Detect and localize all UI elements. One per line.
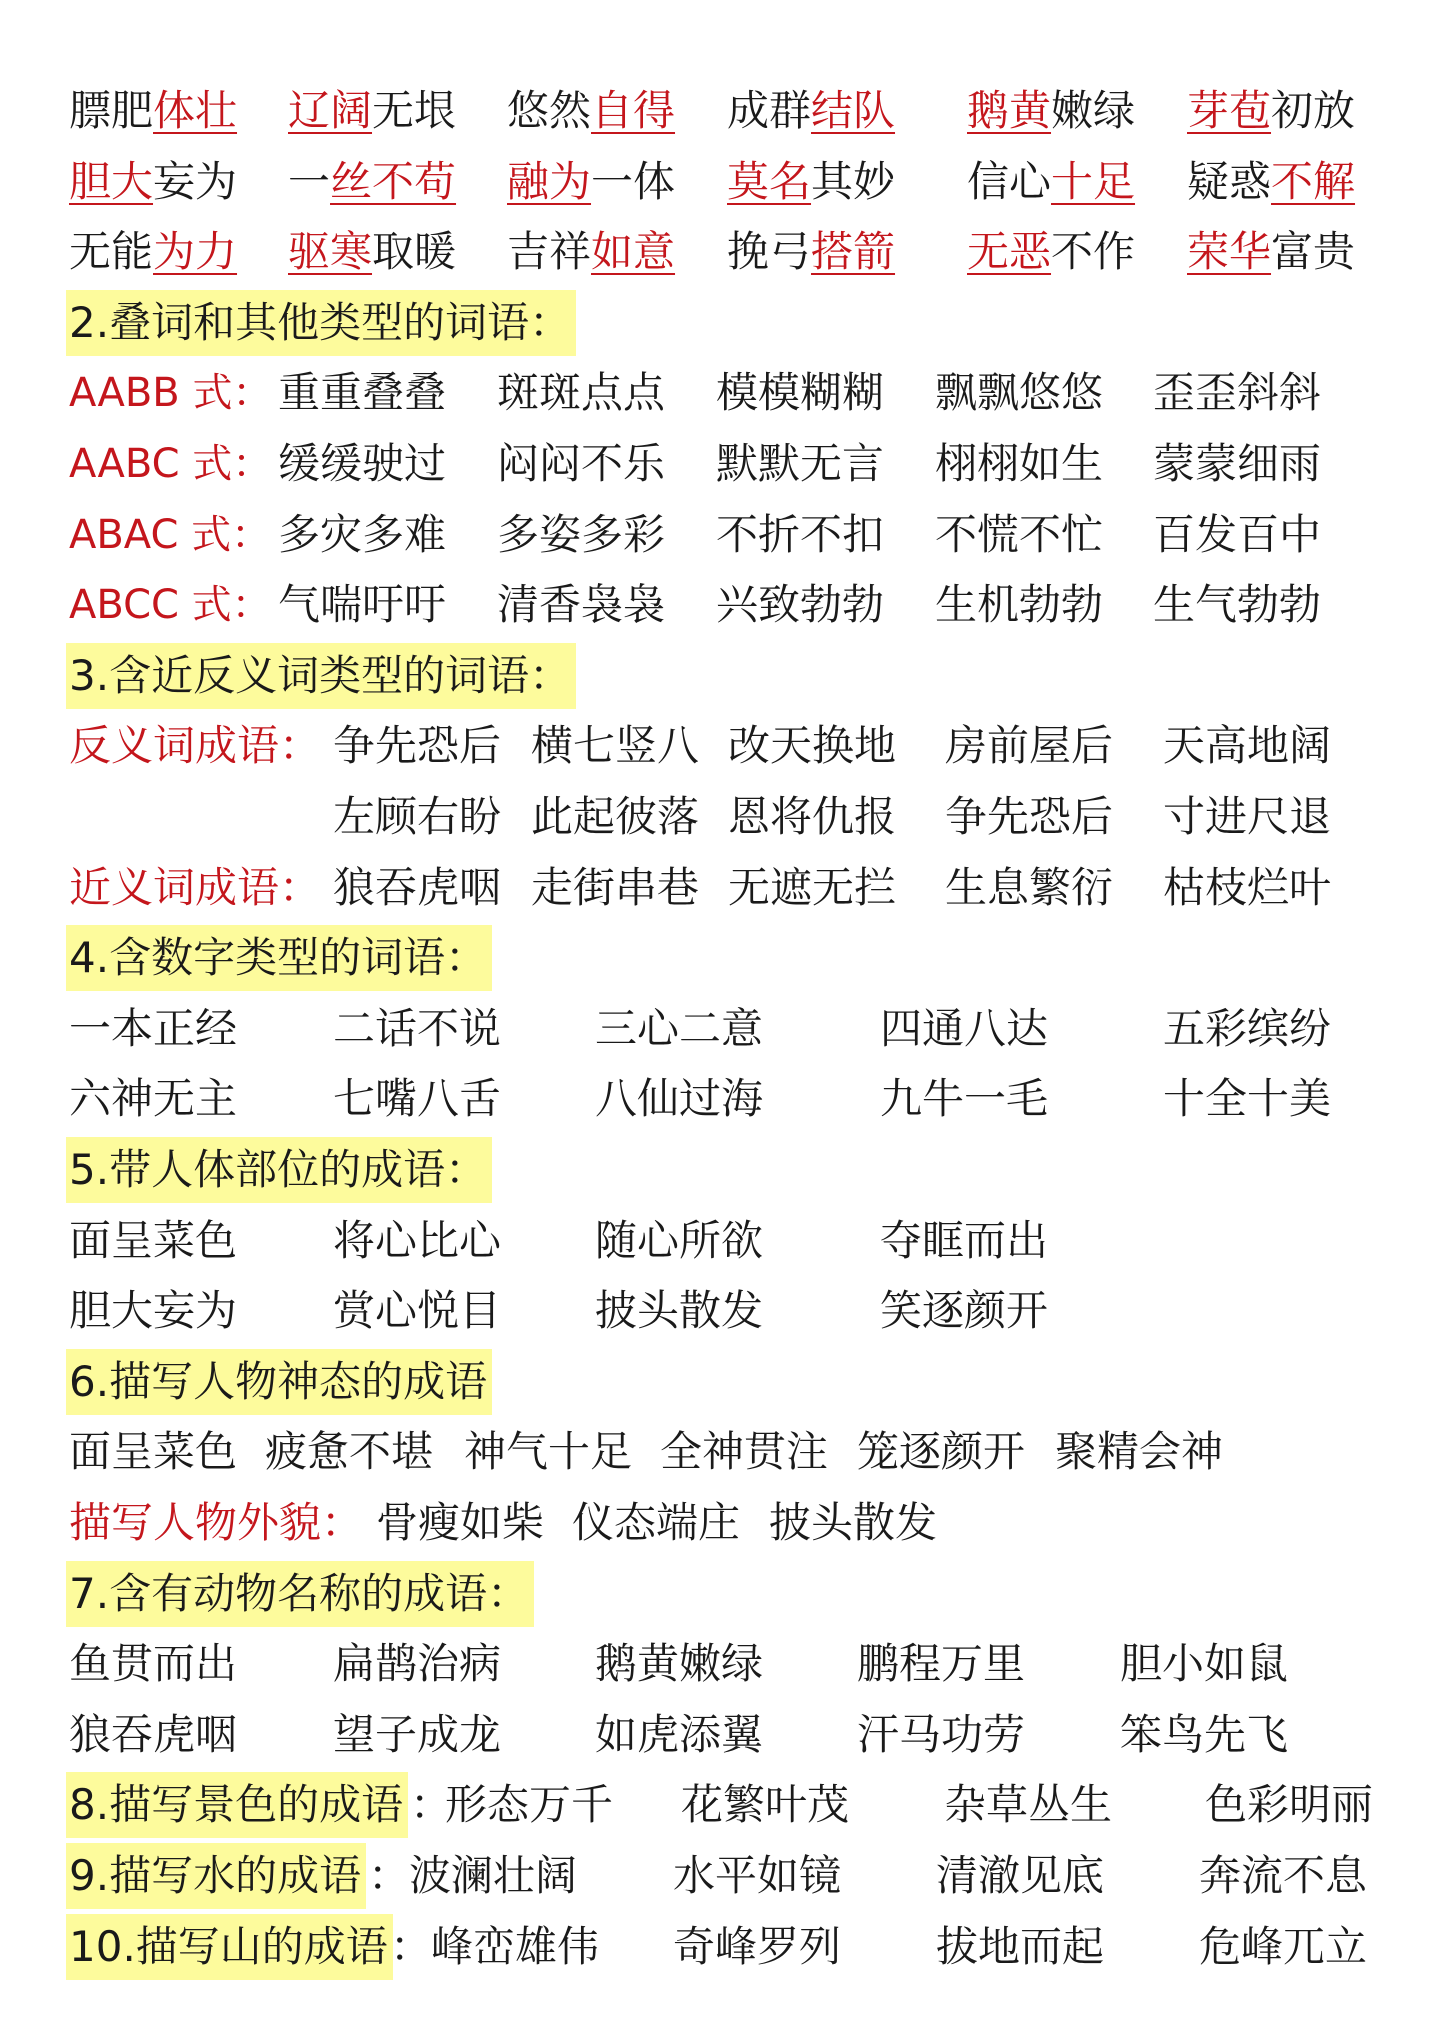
idiom: 笑逐颜开 <box>880 1286 1049 1335</box>
category-label: AABC 式： <box>69 441 273 487</box>
idiom: 闷闷不乐 <box>497 439 666 488</box>
word-row <box>0 1206 1438 1276</box>
category-label: ABCC 式： <box>69 582 272 628</box>
plain-characters: 一 <box>288 157 331 206</box>
idiom: 二话不说 <box>333 1004 502 1053</box>
plain-characters: 取暖 <box>372 227 457 276</box>
idiom: 左顾右盼 <box>333 792 502 841</box>
idiom: 生机勃勃 <box>935 580 1104 629</box>
underlined-words-row <box>0 76 1438 146</box>
word-row <box>0 711 1438 781</box>
idiom: 胆小如鼠 <box>1120 1639 1289 1688</box>
underlined-words-row <box>0 147 1438 217</box>
idiom: 十全十美 <box>1163 1074 1332 1123</box>
idiom: 色彩明丽 <box>1205 1780 1374 1829</box>
idiom: 神气十足 <box>464 1427 633 1476</box>
idiom <box>1187 76 1355 146</box>
idiom: 恩将仇报 <box>728 792 897 841</box>
marked-characters: 芽苞 <box>1187 86 1272 135</box>
word-row <box>0 1417 1438 1487</box>
category-label: AABB 式： <box>69 370 273 416</box>
heading-colon: ： <box>368 1851 411 1900</box>
idiom: 重重叠叠 <box>278 368 447 417</box>
section-heading: 10.描写山的成语 <box>66 1914 393 1980</box>
marked-characters: 胆大 <box>69 157 154 206</box>
idiom: 笨鸟先飞 <box>1120 1710 1289 1759</box>
idiom <box>288 217 456 287</box>
word-row <box>0 1276 1438 1346</box>
idiom: 笼逐颜开 <box>857 1427 1026 1476</box>
section-heading: 2.叠词和其他类型的词语： <box>66 290 576 356</box>
idiom: 不折不扣 <box>716 510 885 559</box>
idiom: 斑斑点点 <box>497 368 666 417</box>
idiom: 多姿多彩 <box>497 510 666 559</box>
idiom: 四通八达 <box>880 1004 1049 1053</box>
underlined-words-row <box>0 217 1438 287</box>
idiom: 房前屋后 <box>945 721 1114 770</box>
idiom: 披头散发 <box>595 1286 764 1335</box>
idiom <box>69 217 237 287</box>
idiom <box>69 147 237 217</box>
idiom: 歪歪斜斜 <box>1153 368 1322 417</box>
idiom: 面呈菜色 <box>69 1427 238 1476</box>
idiom: 骨瘦如柴 <box>376 1498 545 1547</box>
idiom: 横七竖八 <box>531 721 700 770</box>
section-heading-row <box>0 923 1438 993</box>
plain-characters: 膘肥 <box>69 86 154 135</box>
idiom: 无遮无拦 <box>728 863 897 912</box>
section-heading: 7.含有动物名称的成语： <box>66 1561 534 1627</box>
plain-characters: 妄为 <box>153 157 238 206</box>
idiom: 气喘吁吁 <box>278 580 447 629</box>
idiom: 模模糊糊 <box>716 368 885 417</box>
idiom: 鹅黄嫩绿 <box>595 1639 764 1688</box>
idiom <box>507 76 675 146</box>
inline-section-row <box>0 1912 1438 1982</box>
idiom <box>507 217 675 287</box>
idiom: 三心二意 <box>595 1004 764 1053</box>
word-row <box>0 570 1438 640</box>
word-row <box>0 1700 1438 1770</box>
marked-characters: 莫名 <box>727 157 812 206</box>
idiom: 峰峦雄伟 <box>431 1922 600 1971</box>
section-heading-row <box>0 288 1438 358</box>
word-row <box>0 1064 1438 1134</box>
word-row <box>0 429 1438 499</box>
plain-characters: 无能 <box>69 227 154 276</box>
marked-characters: 十足 <box>1051 157 1136 206</box>
idiom: 六神无主 <box>69 1074 238 1123</box>
word-row <box>0 358 1438 428</box>
idiom <box>727 76 895 146</box>
idiom <box>967 147 1135 217</box>
idiom: 九牛一毛 <box>880 1074 1049 1123</box>
idiom: 奇峰罗列 <box>673 1922 842 1971</box>
idiom: 胆大妄为 <box>69 1286 238 1335</box>
idiom: 争先恐后 <box>945 792 1114 841</box>
marked-characters: 荣华 <box>1187 227 1272 276</box>
idiom: 水平如镜 <box>673 1851 842 1900</box>
idiom <box>288 76 456 146</box>
idiom: 兴致勃勃 <box>716 580 885 629</box>
idiom: 改天换地 <box>728 721 897 770</box>
idiom: 汗马功劳 <box>857 1710 1026 1759</box>
idiom: 此起彼落 <box>531 792 700 841</box>
marked-characters: 结队 <box>811 86 896 135</box>
idiom: 随心所欲 <box>595 1216 764 1265</box>
idiom: 清澈见底 <box>936 1851 1105 1900</box>
marked-characters: 辽阔 <box>288 86 373 135</box>
idiom: 狼吞虎咽 <box>69 1710 238 1759</box>
marked-characters: 为力 <box>153 227 238 276</box>
heading-colon: ： <box>390 1922 433 1971</box>
plain-characters: 嫩绿 <box>1051 86 1136 135</box>
category-label: ABAC 式： <box>69 512 272 558</box>
idiom: 杂草丛生 <box>944 1780 1113 1829</box>
idiom: 缓缓驶过 <box>278 439 447 488</box>
idiom: 面呈菜色 <box>69 1216 238 1265</box>
section-heading: 9.描写水的成语 <box>66 1843 366 1909</box>
idiom: 望子成龙 <box>333 1710 502 1759</box>
idiom: 天高地阔 <box>1163 721 1332 770</box>
idiom <box>1187 217 1355 287</box>
section-heading: 8.描写景色的成语 <box>66 1772 408 1838</box>
idiom: 危峰兀立 <box>1199 1922 1368 1971</box>
marked-characters: 自得 <box>591 86 676 135</box>
inline-section-row <box>0 1841 1438 1911</box>
idiom: 鹏程万里 <box>857 1639 1026 1688</box>
section-heading: 3.含近反义词类型的词语： <box>66 643 576 709</box>
idiom: 百发百中 <box>1153 510 1322 559</box>
idiom <box>507 147 675 217</box>
marked-characters: 无恶 <box>967 227 1052 276</box>
category-label: 近义词成语： <box>69 863 322 912</box>
idiom: 飘飘悠悠 <box>935 368 1104 417</box>
marked-characters: 融为 <box>507 157 592 206</box>
marked-characters: 驱寒 <box>288 227 373 276</box>
section-heading-row <box>0 1135 1438 1205</box>
marked-characters: 鹅黄 <box>967 86 1052 135</box>
idiom <box>727 147 895 217</box>
idiom: 狼吞虎咽 <box>333 863 502 912</box>
idiom: 聚精会神 <box>1055 1427 1224 1476</box>
idiom: 夺眶而出 <box>880 1216 1049 1265</box>
idiom: 如虎添翼 <box>595 1710 764 1759</box>
plain-characters: 挽弓 <box>727 227 812 276</box>
section-heading-row <box>0 1347 1438 1417</box>
idiom: 赏心悦目 <box>333 1286 502 1335</box>
category-label: 描写人物外貌： <box>69 1498 364 1547</box>
idiom: 仪态端庄 <box>572 1498 741 1547</box>
marked-characters: 体壮 <box>153 86 238 135</box>
idiom: 全神贯注 <box>660 1427 829 1476</box>
section-heading: 5.带人体部位的成语： <box>66 1137 492 1203</box>
idiom: 不慌不忙 <box>935 510 1104 559</box>
heading-colon: ： <box>410 1780 453 1829</box>
marked-characters: 如意 <box>591 227 676 276</box>
plain-characters: 一体 <box>591 157 676 206</box>
idiom: 默默无言 <box>716 439 885 488</box>
idiom <box>1187 147 1355 217</box>
marked-characters: 不解 <box>1271 157 1356 206</box>
idiom: 奔流不息 <box>1199 1851 1368 1900</box>
idiom: 寸进尺退 <box>1163 792 1332 841</box>
word-row <box>0 853 1438 923</box>
idiom: 多灾多难 <box>278 510 447 559</box>
idiom <box>288 147 456 217</box>
plain-characters: 信心 <box>967 157 1052 206</box>
idiom: 将心比心 <box>333 1216 502 1265</box>
idiom: 清香袅袅 <box>497 580 666 629</box>
plain-characters: 成群 <box>727 86 812 135</box>
category-label: 反义词成语： <box>69 721 322 770</box>
idiom: 蒙蒙细雨 <box>1153 439 1322 488</box>
plain-characters: 悠然 <box>507 86 592 135</box>
idiom: 形态万千 <box>445 1780 614 1829</box>
idiom: 一本正经 <box>69 1004 238 1053</box>
idiom: 扁鹊治病 <box>333 1639 502 1688</box>
idiom <box>967 217 1135 287</box>
idiom: 花繁叶茂 <box>681 1780 850 1829</box>
idiom <box>727 217 895 287</box>
idiom: 疲惫不堪 <box>265 1427 434 1476</box>
section-heading: 6.描写人物神态的成语 <box>66 1349 492 1415</box>
idiom: 争先恐后 <box>333 721 502 770</box>
idiom <box>69 76 237 146</box>
word-row <box>0 782 1438 852</box>
word-row <box>0 500 1438 570</box>
plain-characters: 其妙 <box>811 157 896 206</box>
plain-characters: 无垠 <box>372 86 457 135</box>
idiom: 枯枝烂叶 <box>1163 863 1332 912</box>
section-heading-row <box>0 641 1438 711</box>
idiom: 披头散发 <box>769 1498 938 1547</box>
section-heading-row <box>0 1559 1438 1629</box>
idiom: 生息繁衍 <box>945 863 1114 912</box>
word-row <box>0 1488 1438 1558</box>
word-row <box>0 1629 1438 1699</box>
idiom: 鱼贯而出 <box>69 1639 238 1688</box>
idiom: 走街串巷 <box>531 863 700 912</box>
idiom: 五彩缤纷 <box>1163 1004 1332 1053</box>
idiom: 栩栩如生 <box>935 439 1104 488</box>
idiom <box>967 76 1135 146</box>
plain-characters: 不作 <box>1051 227 1136 276</box>
idiom: 七嘴八舌 <box>333 1074 502 1123</box>
section-heading: 4.含数字类型的词语： <box>66 925 492 991</box>
plain-characters: 吉祥 <box>507 227 592 276</box>
marked-characters: 丝不苟 <box>330 157 457 206</box>
marked-characters: 搭箭 <box>811 227 896 276</box>
inline-section-row <box>0 1770 1438 1840</box>
idiom: 波澜壮阔 <box>409 1851 578 1900</box>
idiom: 八仙过海 <box>595 1074 764 1123</box>
word-row <box>0 994 1438 1064</box>
plain-characters: 初放 <box>1271 86 1356 135</box>
idiom: 拔地而起 <box>936 1922 1105 1971</box>
plain-characters: 疑惑 <box>1187 157 1272 206</box>
plain-characters: 富贵 <box>1271 227 1356 276</box>
idiom: 生气勃勃 <box>1153 580 1322 629</box>
